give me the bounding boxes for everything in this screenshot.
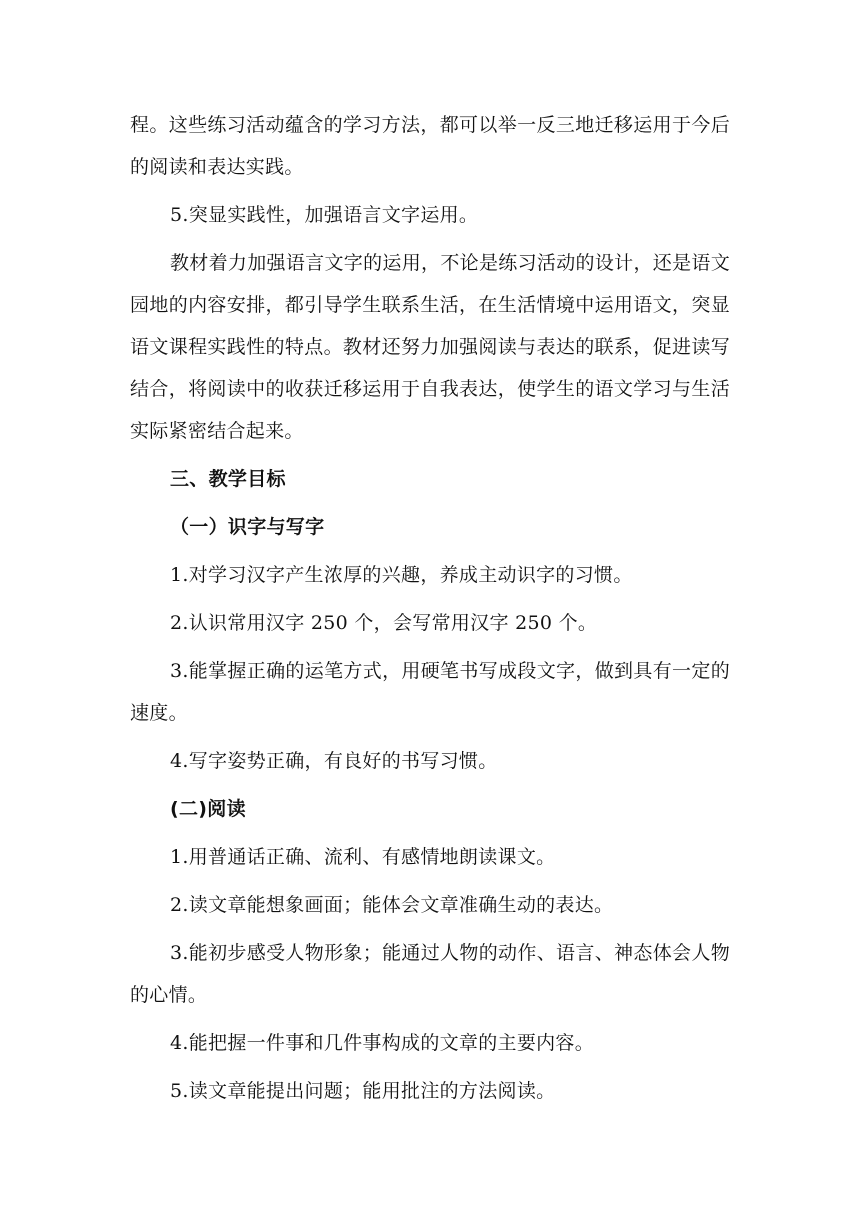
reading-item-2: 2.读文章能想象画面；能体会文章准确生动的表达。 xyxy=(170,894,614,916)
paragraph-practice-detail: 教材着力加强语言文字的运用，不论是练习活动的设计，还是语文园地的内容安排，都引导学生联系生活，在生活情境中运用语文，突显语文课程实践性的特点。教材还努力加强阅读与表达的联系，促进读写结合，将阅读中的收获迁移运用于自我表达，使学生的语文学习与生活实际紧密结合起来。 xyxy=(130,252,730,442)
reading-item-4: 4.能把握一件事和几件事构成的文章的主要内容。 xyxy=(170,1032,595,1054)
goal-item-2: 2.认识常用汉字 250 个，会写常用汉字 250 个。 xyxy=(170,612,598,634)
subsection-heading-literacy: （一）识字与写字 xyxy=(170,516,325,538)
goal-item-3: 3.能掌握正确的运笔方式，用硬笔书写成段文字，做到具有一定的速度。 xyxy=(130,660,730,724)
goal-item-4: 4.写字姿势正确，有良好的书写习惯。 xyxy=(170,750,498,772)
reading-item-3: 3.能初步感受人物形象；能通过人物的动作、语言、神态体会人物的心情。 xyxy=(130,942,730,1006)
reading-item-5: 5.读文章能提出问题；能用批注的方法阅读。 xyxy=(170,1080,556,1102)
list-item-5-practice: 5.突显实践性，加强语言文字运用。 xyxy=(170,204,479,226)
paragraph-continuation: 程。这些练习活动蕴含的学习方法，都可以举一反三地迁移运用于今后的阅读和表达实践。 xyxy=(130,114,730,178)
document-body xyxy=(130,104,730,1118)
subsection-heading-reading: (二)阅读 xyxy=(170,798,246,820)
goal-item-1: 1.对学习汉字产生浓厚的兴趣，养成主动识字的习惯。 xyxy=(170,564,633,586)
section-heading-teaching-goals: 三、教学目标 xyxy=(170,468,286,490)
reading-item-1: 1.用普通话正确、流利、有感情地朗读课文。 xyxy=(170,846,556,868)
